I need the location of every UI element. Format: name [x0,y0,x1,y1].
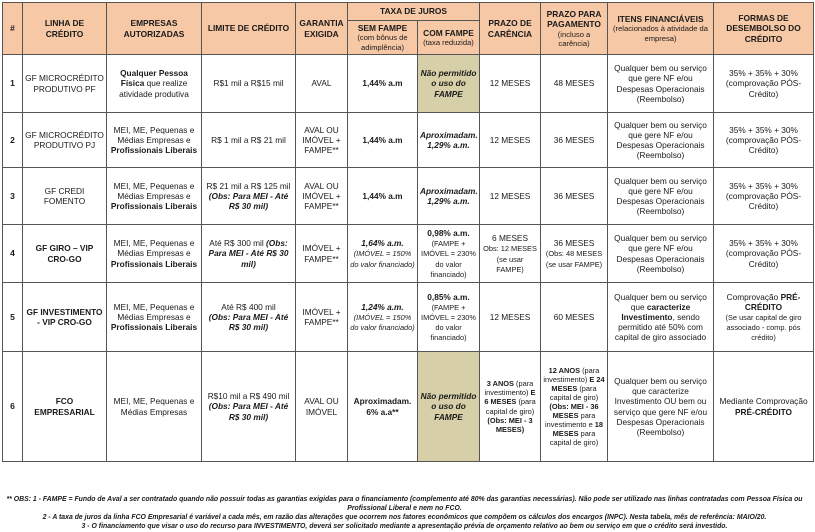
header-garantia: GARANTIA EXIGIDA [296,3,348,55]
row-sem-fampe-rate: 1,64% a.m. [361,238,404,249]
row-formas: 35% + 35% + 30% (comprovação PÓS-Crédito) [714,168,814,225]
row-limite-obs: (Obs: Para MEI - Até R$ 30 mil) [208,401,289,422]
row-sem-fampe: Aproximadam. 6% a.a** [348,352,418,462]
row-com-fampe-rate: 0,85% a.m. [427,291,470,302]
row-pagamento: 36 MESES [541,113,608,168]
row-empresas-bold: Qualquer Pessoa Física [120,68,188,89]
row-garantia: AVAL OU IMÓVEL [296,352,348,462]
row-formas [714,283,814,352]
row-itens: Qualquer bem ou serviço que gere NF e/ou Despesas Operacionais (Reembolso) [608,113,714,168]
row-formas: 35% + 35% + 30% (comprovação PÓS-Crédito) [714,225,814,283]
row-limite [202,168,296,225]
row-garantia: AVAL OU IMÓVEL + FAMPE** [296,168,348,225]
row-pagamento-h: 18 MESES [552,420,603,439]
row-pagamento-d: 24 MESES [551,374,605,393]
table-row [3,225,814,283]
header-com-fampe [418,21,480,55]
row-carencia: 12 MESES [480,55,541,113]
row-empresas [107,283,202,352]
row-pagamento: 48 MESES [541,55,608,113]
header-pagamento [541,3,608,55]
row-formas-c: (Se usar capital de giro associado - comp. pós crédito) [725,312,802,343]
row-com-fampe-sub: (FAMPE + IMÓVEL = 230% do valor financiado) [421,302,476,343]
row-com-fampe-rate: 0,98% a.m. [427,228,470,239]
row-pagamento-c: E [589,374,595,384]
row-num: 6 [3,352,23,462]
row-formas-b: PRÉ-CRÉDITO [735,406,793,417]
row-sem-fampe: 1,44% a.m [348,113,418,168]
row-com-fampe: Aproximadam. 1,29% a.m. [418,113,480,168]
row-linha: GF CREDI FOMENTO [23,168,107,225]
row-limite-text: Até R$ 300 mil [209,238,264,249]
table-row [3,113,814,168]
row-limite: R$1 mil a R$15 mil [202,55,296,113]
row-sem-fampe-rate: 1,24% a.m. [361,301,404,312]
row-itens-a: Qualquer bem ou serviço que [614,291,707,312]
row-garantia: IMÓVEL + FAMPE** [296,283,348,352]
row-empresas-bold: Profissionais Liberais [110,145,198,156]
row-limite-text: Até R$ 400 mil [221,301,276,312]
row-pagamento-f: (Obs: MEI - 36 MESES [549,401,599,421]
row-sem-fampe-sub: (IMÓVEL = 150% do valor financiado) [350,249,415,269]
row-limite [202,283,296,352]
footnote-3: 3 - O financiamento que visar o uso do recurso para INVESTIMENTO, deverá ser solicitado mediante a apresentação prévia de orçamento relativo ao bem ou serviço em que o crédito será investido. [81,522,728,530]
row-sem-fampe: 1,44% a.m [348,168,418,225]
row-carencia [480,225,541,283]
row-itens: Qualquer bem ou serviço que gere NF e/ou Despesas Operacionais (Reembolso) [608,168,714,225]
row-formas: 35% + 35% + 30% (comprovação PÓS-Crédito) [714,113,814,168]
row-linha: GF GIRO – VIP CRO-GO [23,225,107,283]
row-pagamento: 60 MESES [541,283,608,352]
header-com-fampe-label: COM FAMPE [423,27,474,38]
row-sem-fampe-sub: (IMÓVEL = 150% do valor financiado) [350,312,415,333]
row-formas [714,352,814,462]
row-empresas-text: MEI, ME, Pequenas e Médias Empresas e [113,180,195,201]
row-carencia: 12 MESES [480,113,541,168]
row-limite-obs: (Obs: Para MEI - Até R$ 30 mil) [208,238,289,269]
row-itens: Qualquer bem ou serviço que gere NF e/ou Despesas Operacionais (Reembolso) [608,55,714,113]
row-pagamento [541,225,608,283]
row-garantia: AVAL OU IMÓVEL + FAMPE** [296,113,348,168]
row-com-fampe [418,225,480,283]
row-pagamento-text: 36 MESES [553,238,595,249]
row-carencia-e: (para capital de giro) [485,397,536,416]
row-empresas-bold: Profissionais Liberais [110,201,198,212]
row-limite-obs: (Obs: Para MEI - Até R$ 30 mil) [208,190,289,212]
row-num: 4 [3,225,23,283]
row-itens [608,283,714,352]
row-sem-fampe [348,225,418,283]
row-carencia-f: (Obs: MEI - 3 MESES) [487,415,533,434]
header-itens-label: ITENS FINANCIÁVEIS [617,14,704,25]
row-com-fampe: Não permitido o uso do FAMPE [418,352,480,462]
row-sem-fampe [348,283,418,352]
table-row [3,168,814,225]
header-limite: LIMITE DE CRÉDITO [202,3,296,55]
header-pagamento-sub: (incluso a carência) [557,29,591,48]
row-pagamento-e: (para capital de giro) [549,383,599,402]
row-num: 3 [3,168,23,225]
row-formas-a: Comprovação [726,291,779,302]
row-pagamento-a: 12 ANOS [548,365,581,375]
row-num: 2 [3,113,23,168]
header-num: # [3,3,23,55]
row-linha: FCO EMPRESARIAL [23,352,107,462]
header-linha: LINHA DE CRÉDITO [23,3,107,55]
row-carencia-a: 3 ANOS [486,379,514,389]
row-linha: GF MICROCRÉDITO PRODUTIVO PJ [23,113,107,168]
row-pagamento [541,352,608,462]
header-taxa: TAXA DE JUROS [348,3,480,21]
row-itens: Qualquer bem ou serviço que gere NF e/ou Despesas Operacionais (Reembolso) [608,225,714,283]
row-carencia-sub: Obs: 12 MESES (se usar FAMPE) [483,244,537,274]
row-limite-text: R$10 mil a R$ 490 mil [207,391,290,402]
row-linha: GF INVESTIMENTO - VIP CRO-GO [23,283,107,352]
row-limite-text: R$ 21 mil a R$ 125 mil [206,180,291,191]
header-sem-fampe-label: SEM FAMPE [357,23,408,34]
row-carencia-c: E [530,388,536,398]
row-carencia-text: 6 MESES [492,233,528,244]
row-formas-b: PRÉ-CRÉDITO [744,291,801,312]
table-row [3,283,814,352]
row-num: 1 [3,55,23,113]
row-linha: GF MICROCRÉDITO PRODUTIVO PF [23,55,107,113]
row-pagamento-b: (para investimento) [543,365,600,384]
header-sem-fampe-sub: (com bônus de adimplência) [357,33,408,52]
table-row [3,55,814,113]
footnote-1: ** OBS: 1 - FAMPE = Fundo de Aval a ser contratado quando não possuir todas as garantias exigidas para o financiamento (complemento até 80% das garantias necessárias). Não pode ser utilizado nas linhas contratadas com Pessoa Física ou Profissional Liberal e nem no FCO. [6,496,803,512]
row-empresas [107,225,202,283]
row-com-fampe-sub: (FAMPE + IMÓVEL = 230% do valor financiado) [421,239,476,279]
row-itens-b: caracterize Investimento [621,301,691,322]
row-limite: R$ 1 mil a R$ 21 mil [202,113,296,168]
header-carencia: PRAZO DE CARÊNCIA [480,3,541,55]
row-com-fampe [418,283,480,352]
header-pagamento-label: PRAZO PARA PAGAMENTO [546,9,602,30]
header-formas: FORMAS DE DESEMBOLSO DO CRÉDITO [714,3,814,55]
row-empresas-text: que realize atividade produtiva [119,78,189,99]
row-itens: Qualquer bem ou serviço que caracterize Investimento OU bem ou serviço que gere NF e/ou Despesas Operacionais (Reembolso) [608,352,714,462]
row-limite-obs: (Obs: Para MEI - Até R$ 30 mil) [208,311,289,333]
header-itens [608,3,714,55]
row-itens-c: , sendo permitido até 50% com capital de giro associado [614,311,707,343]
header-sem-fampe [348,21,418,55]
row-carencia: 12 MESES [480,283,541,352]
row-pagamento-g: para investimento e [545,411,596,430]
row-sem-fampe: 1,44% a.m [348,55,418,113]
header-com-fampe-sub: (taxa reduzida) [423,38,474,47]
footnotes [2,496,807,532]
row-empresas [107,168,202,225]
row-carencia-d: 6 MESES [484,397,517,407]
header-empresas: EMPRESAS AUTORIZADAS [107,3,202,55]
row-empresas-bold: Profissionais Liberais [110,258,198,269]
credit-lines-table [2,2,814,462]
row-com-fampe: Aproximadam. 1,29% a.m. [418,168,480,225]
row-formas-a: Mediante Comprovação [719,396,808,407]
table-row [3,352,814,462]
row-empresas-bold: Profissionais Liberais [110,322,198,333]
row-carencia [480,352,541,462]
row-limite [202,352,296,462]
row-garantia: AVAL [296,55,348,113]
footnote-2: 2 - A taxa de juros da linha FCO Empresarial é variável a cada mês, em razão das alterações que ocorrem nos fatores econômicos que compõem os cálculos dos encargos (INPC). Nesta tabela, mês de referência: MAIO/20. [42,513,767,521]
row-carencia-b: (para investimento) [484,379,534,398]
row-empresas-text: MEI, ME, Pequenas e Médias Empresas e [113,238,195,259]
row-empresas: MEI, ME, Pequenas e Médias Empresas [107,352,202,462]
row-pagamento: 36 MESES [541,168,608,225]
row-limite [202,225,296,283]
row-garantia: IMÓVEL + FAMPE** [296,225,348,283]
header-itens-sub: (relacionados à atividade da empresa) [613,24,709,43]
row-empresas-text: MEI, ME, Pequenas e Médias Empresas e [113,301,195,322]
row-pagamento-i: para capital de giro) [549,429,599,448]
row-empresas [107,113,202,168]
row-empresas-text: MEI, ME, Pequenas e Médias Empresas e [113,124,195,145]
row-formas: 35% + 35% + 30% (comprovação PÓS-Crédito) [714,55,814,113]
row-com-fampe: Não permitido o uso do FAMPE [418,55,480,113]
row-carencia: 12 MESES [480,168,541,225]
row-num: 5 [3,283,23,352]
row-empresas [107,55,202,113]
row-pagamento-sub: (Obs: 48 MESES (se usar FAMPE) [545,249,603,269]
